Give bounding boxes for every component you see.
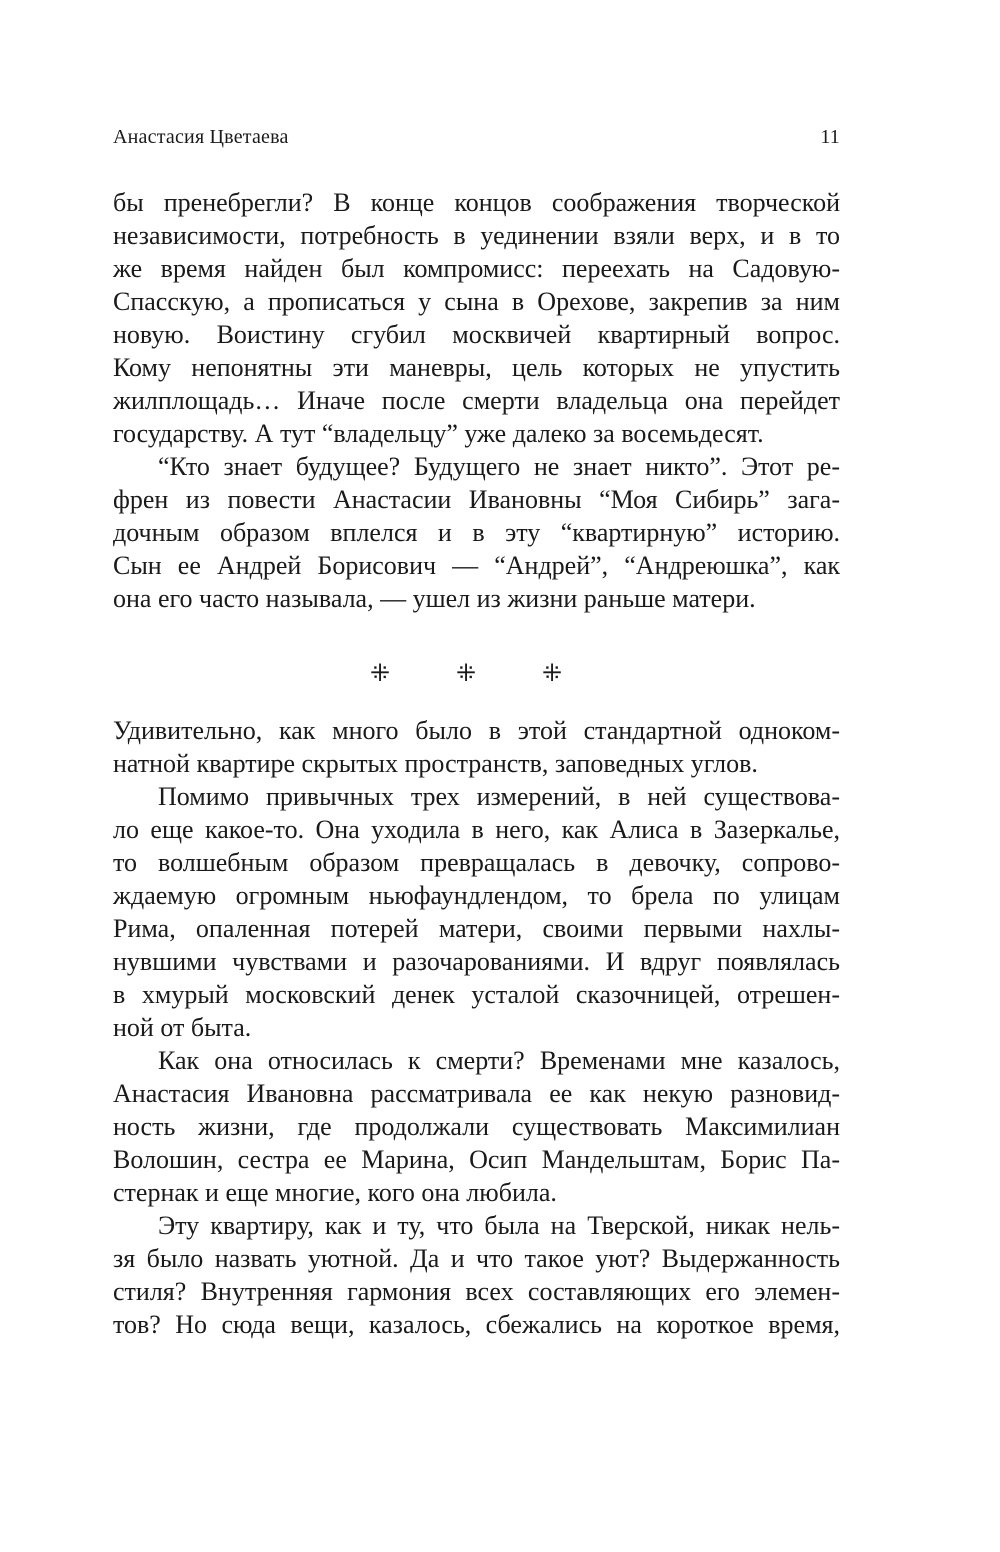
text-line: стиля? Внутренняя гармония всех составляющих его элемен- — [113, 1277, 840, 1306]
text-line: то волшебным образом превращалась в девочку, сопрово- — [113, 848, 840, 877]
text-line: зя было назвать уютной. Да и что такое уют? Выдержанность — [113, 1244, 840, 1273]
running-head — [113, 126, 840, 156]
text-line: Удивительно, как много было в этой стандартной одноком- — [113, 716, 840, 745]
text-line: нувшими чувствами и разочарованиями. И вдруг появлялась — [113, 947, 840, 976]
text-line: бы пренебрегли? В конце концов соображения творческой — [113, 188, 840, 217]
asterism-star: ⁜ — [370, 661, 391, 687]
text-line: стернак и еще многие, кого она любила. — [113, 1178, 557, 1207]
text-line: жилплощадь… Иначе после смерти владельца она перейдет — [113, 386, 840, 415]
text-line: государству. А тут “владельцу” уже далеко за восемьдесят. — [113, 419, 764, 448]
text-line: Волошин, сестра ее Марина, Осип Мандельштам, Борис Па- — [113, 1145, 840, 1174]
page-number: 11 — [820, 126, 840, 148]
paragraph-first-line: Как она относилась к смерти? Временами мне казалось, — [158, 1046, 840, 1075]
paragraph-first-line: Помимо привычных трех измерений, в ней существова- — [158, 782, 840, 811]
asterism-star: ⁜ — [542, 661, 563, 687]
text-line: натной квартире скрытых пространств, заповедных углов. — [113, 749, 758, 778]
text-line: же время найден был компромисс: переехать на Садовую- — [113, 254, 840, 283]
text-line: френ из повести Анастасии Ивановны “Моя Сибирь” зага- — [113, 485, 840, 514]
text-line: новую. Воистину сгубил москвичей квартирный вопрос. — [113, 320, 840, 349]
paragraph-first-line: “Кто знает будущее? Будущего не знает никто”. Этот ре- — [158, 452, 840, 481]
text-line: ло еще какое-то. Она уходила в него, как Алиса в Зазеркалье, — [113, 815, 840, 844]
text-line: Спасскую, а прописаться у сына в Орехове, закрепив за ним — [113, 287, 840, 316]
text-line: ной от быта. — [113, 1013, 252, 1042]
text-line: она его часто называла, — ушел из жизни раньше матери. — [113, 584, 756, 613]
text-line: тов? Но сюда вещи, казалось, сбежались на короткое время, — [113, 1310, 840, 1339]
section-break-asterism — [370, 654, 570, 694]
text-line: ждаемую огромным ньюфаундлендом, то брела по улицам — [113, 881, 840, 910]
text-line: Анастасия Ивановна рассматривала ее как некую разновид- — [113, 1079, 840, 1108]
text-line: независимости, потребность в уединении взяли верх, и в то — [113, 221, 840, 250]
paragraph-first-line: Эту квартиру, как и ту, что была на Тверской, никак нель- — [158, 1211, 840, 1240]
text-line: в хмурый московский денек усталой сказочницей, отрешен- — [113, 980, 840, 1009]
text-line: Рима, опаленная потерей матери, своими первыми нахлы- — [113, 914, 840, 943]
running-head-author: Анастасия Цветаева — [113, 126, 289, 148]
text-line: Сын ее Андрей Борисович — “Андрей”, “Андреюшка”, как — [113, 551, 840, 580]
text-line: Кому непонятны эти маневры, цель которых не упустить — [113, 353, 840, 382]
text-line: дочным образом вплелся и в эту “квартирную” историю. — [113, 518, 840, 547]
asterism-star: ⁜ — [456, 661, 477, 687]
text-line: ность жизни, где продолжали существовать Максимилиан — [113, 1112, 840, 1141]
